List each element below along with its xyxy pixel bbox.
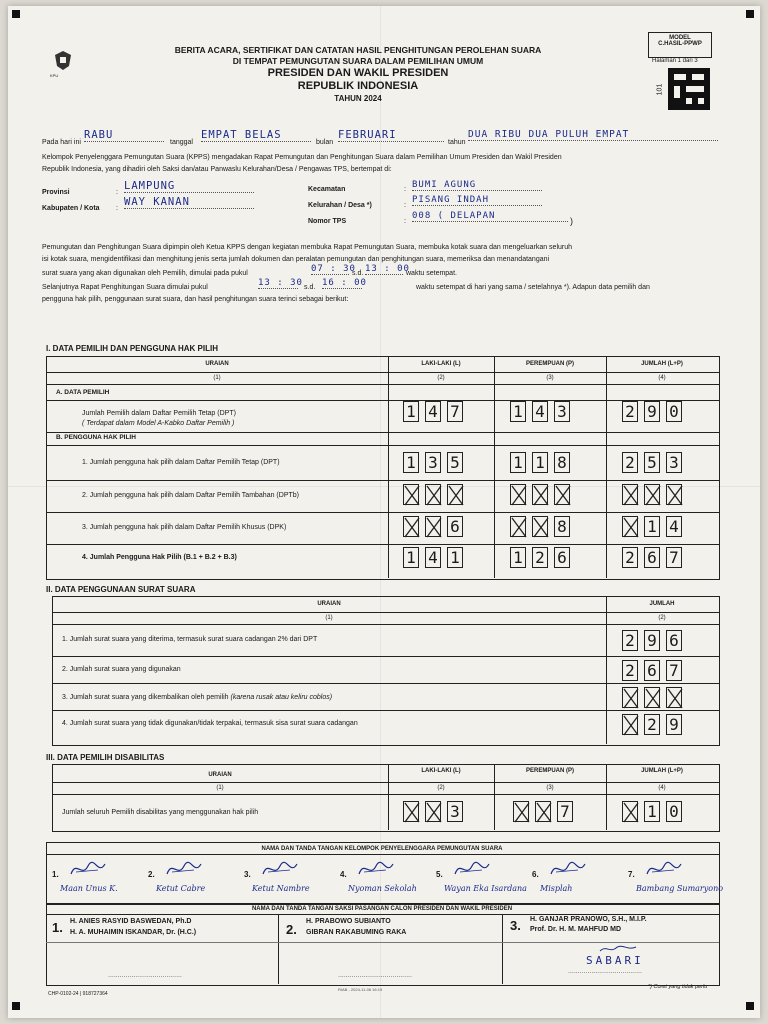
- candidate-2-president: H. PRABOWO SUBIANTO: [306, 918, 391, 925]
- kabupaten-label: Kabupaten / Kota: [42, 205, 100, 212]
- procedure-line-5: pengguna hak pilih, penggunaan surat suara, dan hasil penghitungan suara terinci sebagai berikut:: [42, 296, 349, 303]
- section-b-title: B. PENGGUNA HAK PILIH: [56, 434, 136, 441]
- kpps-member-number: 4.: [340, 870, 347, 879]
- count-start-field[interactable]: 13 : 30: [258, 278, 303, 288]
- crossed-digit-cell[interactable]: [532, 516, 548, 537]
- digit-cell[interactable]: 1: [532, 452, 548, 473]
- digit-cell[interactable]: 7: [666, 660, 682, 681]
- digit-cell[interactable]: 3: [554, 401, 570, 422]
- digit-cell[interactable]: 3: [425, 452, 441, 473]
- title-line-2: DI TEMPAT PEMUNGUTAN SUARA DALAM PEMILIHAN UMUM: [232, 56, 484, 66]
- registration-mark: [746, 1002, 754, 1010]
- candidate-1-vice: H. A. MUHAIMIN ISKANDAR, Dr. (H.C.): [70, 929, 197, 936]
- procedure-line-3-end: waktu setempat.: [406, 270, 457, 277]
- row-divider: [46, 372, 719, 373]
- title-line-5: TAHUN 2024: [334, 94, 382, 103]
- dpt-row-label: Jumlah Pemilih dalam Daftar Pemilih Tetap (DPT): [82, 410, 236, 417]
- tps-close: ): [570, 216, 573, 226]
- crossed-digit-cell[interactable]: [622, 516, 638, 537]
- crossed-digit-cell[interactable]: [403, 484, 419, 505]
- col-header-laki: LAKI-LAKI (L): [421, 768, 461, 774]
- crossed-digit-cell[interactable]: [510, 484, 526, 505]
- ballot-received-label: 1. Jumlah surat suara yang diterima, termasuk surat suara cadangan 2% dari DPT: [62, 636, 318, 643]
- signature-icon: [452, 858, 492, 880]
- col-header-uraian: URAIAN: [208, 772, 232, 778]
- crossed-digit-cell[interactable]: [622, 687, 638, 708]
- row-divider: [46, 854, 719, 855]
- candidate-1-president: H. ANIES RASYID BASWEDAN, Ph.D: [70, 918, 192, 925]
- footer-print: RIAB - 2024-11-06 16:19: [338, 987, 383, 992]
- candidate-1-number: 1.: [52, 920, 63, 935]
- row-divider: [46, 480, 719, 481]
- crossed-digit-cell[interactable]: [425, 516, 441, 537]
- crossed-digit-cell[interactable]: [666, 687, 682, 708]
- digit-cell[interactable]: 2: [622, 547, 638, 568]
- col-header-jumlah: JUMLAH (L+P): [641, 768, 683, 774]
- disability-row-label: Jumlah seluruh Pemilih disabilitas yang menggunakan hak pilih: [62, 809, 259, 816]
- digit-cell[interactable]: 9: [666, 714, 682, 735]
- digit-cell[interactable]: 7: [666, 547, 682, 568]
- b3-row-label: 3. Jumlah pengguna hak pilih dalam Daftar Pemilih Khusus (DPK): [82, 524, 287, 531]
- row-divider: [52, 624, 719, 625]
- digit-cell[interactable]: 8: [554, 452, 570, 473]
- digit-cell[interactable]: 2: [622, 660, 638, 681]
- row-divider: [46, 445, 719, 446]
- crossed-digit-cell[interactable]: [510, 516, 526, 537]
- emblem-caption: KPU: [50, 73, 59, 78]
- date-field[interactable]: EMPAT BELAS: [201, 129, 311, 142]
- digit-cell[interactable]: 6: [554, 547, 570, 568]
- year-field[interactable]: DUA RIBU DUA PULUH EMPAT: [468, 129, 718, 141]
- registration-mark: [12, 10, 20, 18]
- dpt-row-sublabel: ( Terdapat dalam Model A-Kabko Daftar Pemilih ): [82, 420, 235, 427]
- digit-cell[interactable]: 2: [622, 452, 638, 473]
- digit-cell[interactable]: 1: [510, 401, 526, 422]
- colon: :: [116, 189, 118, 196]
- footer-code: CHP-0102-24 | 918727364: [48, 991, 108, 997]
- model-code: C.HASIL-PPWP: [658, 41, 702, 47]
- digit-cell[interactable]: 1: [510, 452, 526, 473]
- digit-cell[interactable]: 4: [425, 547, 441, 568]
- kecamatan-field[interactable]: BUMI AGUNG: [412, 180, 542, 191]
- digit-cell[interactable]: 4: [425, 401, 441, 422]
- kpps-member-name: Bambang Sumaryono: [636, 884, 724, 893]
- start-time-field[interactable]: 07 : 30: [311, 264, 356, 274]
- digit-cell[interactable]: 9: [644, 630, 660, 651]
- b1-row-label: 1. Jumlah pengguna hak pilih dalam Daftar Pemilih Tetap (DPT): [82, 459, 280, 466]
- ballot-used-label: 2. Jumlah surat suara yang digunakan: [62, 666, 181, 673]
- crossed-digit-cell[interactable]: [644, 484, 660, 505]
- ballot-returned-text: 3. Jumlah surat suara yang dikembalikan oleh pemilih: [62, 694, 229, 701]
- digit-cell[interactable]: 0: [666, 801, 682, 822]
- saksi-1-dots: ......................................: [108, 972, 182, 979]
- digit-cell[interactable]: 1: [644, 801, 660, 822]
- tps-field[interactable]: 008 ( DELAPAN: [412, 211, 568, 222]
- signature-icon: [644, 858, 684, 880]
- col-header-uraian: URAIAN: [205, 361, 229, 367]
- kecamatan-label: Kecamatan: [308, 186, 346, 193]
- crossed-digit-cell[interactable]: [622, 714, 638, 735]
- saksi-3-name: SABARI: [586, 954, 644, 967]
- crossed-digit-cell[interactable]: [535, 801, 551, 822]
- col-number: (2): [437, 785, 445, 791]
- kpps-member-number: 6.: [532, 870, 539, 879]
- section-2-title: II. DATA PENGGUNAAN SURAT SUARA: [46, 585, 196, 594]
- col-number: (1): [213, 375, 221, 381]
- candidate-3-vice: Prof. Dr. H. M. MAHFUD MD: [530, 926, 621, 933]
- digit-cell[interactable]: 5: [644, 452, 660, 473]
- row-divider: [52, 782, 719, 783]
- digit-cell[interactable]: 1: [644, 516, 660, 537]
- section-1-title: I. DATA PEMILIH DAN PENGGUNA HAK PILIH: [46, 344, 218, 353]
- crossed-digit-cell[interactable]: [425, 484, 441, 505]
- kpps-title: NAMA DAN TANDA TANGAN KELOMPOK PENYELENGGARA PEMUNGUTAN SUARA: [261, 846, 503, 852]
- col-number: (4): [658, 375, 666, 381]
- intro-line-1: Kelompok Penyelenggara Pemungutan Suara (KPPS) mengadakan Rapat Pemungutan dan Penghitungan Suara dalam Pemilihan Umum Presiden dan Wakil Presiden: [42, 154, 562, 161]
- section-3-title: III. DATA PEMILIH DISABILITAS: [46, 753, 165, 762]
- procedure-line-1: Pemungutan dan Penghitungan Suara dipimpin oleh Ketua KPPS dengan kegiatan membuka Rapat Pemungutan Suara, membuka kotak suara dan mengeluarkan seluruh: [42, 244, 573, 251]
- row-divider: [52, 656, 719, 657]
- digit-cell[interactable]: 1: [510, 547, 526, 568]
- row-divider: [52, 612, 719, 613]
- digit-cell[interactable]: 5: [447, 452, 463, 473]
- row-divider: [46, 544, 719, 545]
- kpps-member-name: Wayan Eka Isardana: [444, 884, 527, 893]
- digit-cell[interactable]: 3: [666, 452, 682, 473]
- ballot-returned-note: (karena rusak atau keliru coblos): [230, 694, 333, 701]
- date-label: tanggal: [170, 139, 193, 146]
- col-number: (4): [658, 785, 666, 791]
- crossed-digit-cell[interactable]: [622, 484, 638, 505]
- procedure-line-4-end: waktu setempat di hari yang sama / setelahnya *). Adapun data pemilih dan: [416, 284, 650, 291]
- signature-icon: [356, 858, 396, 880]
- sd-label: s.d.: [352, 270, 364, 277]
- digit-cell[interactable]: 4: [666, 516, 682, 537]
- section-1-table: [46, 356, 720, 580]
- tps-label: Nomor TPS: [308, 218, 347, 225]
- digit-cell[interactable]: 1: [403, 452, 419, 473]
- saksi-2-dots: ......................................: [338, 972, 412, 979]
- col-divider: [278, 914, 279, 984]
- row-divider: [52, 683, 719, 684]
- day-field[interactable]: RABU: [84, 129, 164, 142]
- col-number: (1): [216, 785, 224, 791]
- row-divider: [46, 400, 719, 401]
- digit-cell[interactable]: 1: [403, 401, 419, 422]
- b4-row-label: 4. Jumlah Pengguna Hak Pilih (B.1 + B.2 + B.3): [82, 554, 237, 561]
- ballot-returned-label: [62, 694, 332, 701]
- procedure-line-2: isi kotak suara, mengidentifikasi dan menghitung jenis serta jumlah dokumen dan peralatan pemungutan dan penghitungan suara, memeriksa dan menandatangani: [42, 256, 550, 263]
- section-a-title: A. DATA PEMILIH: [56, 389, 110, 396]
- crossed-digit-cell[interactable]: [622, 801, 638, 822]
- day-label: Pada hari ini: [42, 139, 81, 146]
- kpps-member-number: 1.: [52, 870, 59, 879]
- digit-cell[interactable]: 6: [644, 660, 660, 681]
- candidate-2-vice: GIBRAN RAKABUMING RAKA: [306, 929, 407, 936]
- kpps-member-number: 2.: [148, 870, 155, 879]
- digit-cell[interactable]: 2: [644, 714, 660, 735]
- digit-cell[interactable]: 2: [622, 401, 638, 422]
- b2-row-label: 2. Jumlah pengguna hak pilih dalam Daftar Pemilih Tambahan (DPTb): [82, 492, 299, 499]
- saksi-3-signature-icon: [598, 942, 638, 954]
- year-label: tahun: [448, 139, 466, 146]
- col-number: (3): [546, 785, 554, 791]
- digit-cell[interactable]: 6: [666, 630, 682, 651]
- kpps-member-name: Misplah: [540, 884, 573, 893]
- model-label: MODEL: [669, 35, 691, 41]
- col-header-jumlah: JUMLAH (L+P): [641, 361, 683, 367]
- row-divider: [52, 710, 719, 711]
- colon: :: [404, 218, 406, 225]
- saksi-title: NAMA DAN TANDA TANGAN SAKSI PASANGAN CALON PRESIDEN DAN WAKIL PRESIDEN: [251, 906, 513, 912]
- digit-cell[interactable]: 7: [557, 801, 573, 822]
- digit-cell[interactable]: 2: [532, 547, 548, 568]
- kpu-emblem-icon: [54, 50, 72, 72]
- row-divider: [52, 794, 719, 795]
- count-end-field[interactable]: 16 : 00: [322, 278, 367, 288]
- kpps-member-name: Nyoman Sekolah: [348, 884, 417, 893]
- kpps-member-name: Ketut Nambre: [252, 884, 310, 893]
- crossed-digit-cell[interactable]: [513, 801, 529, 822]
- col-number: (3): [546, 375, 554, 381]
- kpps-member-number: 3.: [244, 870, 251, 879]
- month-field[interactable]: FEBRUARI: [338, 129, 444, 142]
- digit-cell[interactable]: 3: [447, 801, 463, 822]
- crossed-digit-cell[interactable]: [644, 687, 660, 708]
- signature-icon: [260, 858, 300, 880]
- col-number: (2): [658, 615, 666, 621]
- col-divider: [502, 914, 503, 984]
- colon: :: [116, 205, 118, 212]
- row-divider: [46, 384, 719, 385]
- saksi-3-dots: ......................................: [568, 968, 642, 975]
- qr-code-icon: [668, 68, 710, 110]
- crossed-digit-cell[interactable]: [403, 801, 419, 822]
- kpps-member-number: 7.: [628, 870, 635, 879]
- kpps-member-number: 5.: [436, 870, 443, 879]
- crossed-digit-cell[interactable]: [403, 516, 419, 537]
- digit-cell[interactable]: 1: [447, 547, 463, 568]
- sd-label-2: s.d.: [304, 284, 316, 291]
- intro-line-2: Republik Indonesia, yang dihadiri oleh Saksi dan/atau Panwaslu Kelurahan/Desa / Pengawas TPS, bertempat di:: [42, 166, 392, 173]
- digit-cell[interactable]: 2: [622, 630, 638, 651]
- digit-cell[interactable]: 9: [644, 401, 660, 422]
- kpps-member-name: Maan Unus K.: [60, 884, 118, 893]
- registration-mark: [746, 10, 754, 18]
- col-header-laki: LAKI-LAKI (L): [421, 361, 461, 367]
- signature-icon: [548, 858, 588, 880]
- digit-cell[interactable]: 4: [532, 401, 548, 422]
- kpps-member-name: Ketut Cabre: [156, 884, 206, 893]
- provinsi-label: Provinsi: [42, 189, 70, 196]
- digit-cell[interactable]: 1: [403, 547, 419, 568]
- digit-cell[interactable]: 6: [644, 547, 660, 568]
- page-info: Halaman 1 dari 3: [652, 58, 698, 64]
- col-header-jumlah: JUMLAH: [649, 601, 675, 607]
- digit-cell[interactable]: 0: [666, 401, 682, 422]
- col-header-perempuan: PEREMPUAN (P): [525, 361, 574, 367]
- row-divider: [46, 432, 719, 433]
- title-line-4: REPUBLIK INDONESIA: [297, 80, 419, 92]
- signature-icon: [68, 858, 108, 880]
- page-number: 101: [656, 83, 664, 96]
- col-number: (1): [325, 615, 333, 621]
- colon: :: [404, 186, 406, 193]
- kabupaten-field[interactable]: WAY KANAN: [124, 196, 254, 209]
- kelurahan-label: Kelurahan / Desa *): [308, 202, 372, 209]
- ballot-unused-label: 4. Jumlah surat suara yang tidak digunakan/tidak terpakai, termasuk sisa surat suara cadangan: [62, 720, 358, 727]
- procedure-line-3: surat suara yang akan digunakan oleh Pemilih, dimulai pada pukul: [42, 270, 248, 277]
- crossed-digit-cell[interactable]: [666, 484, 682, 505]
- kelurahan-field[interactable]: PISANG INDAH: [412, 195, 542, 206]
- digit-cell[interactable]: 8: [554, 516, 570, 537]
- candidate-2-number: 2.: [286, 922, 297, 937]
- title-line-3: PRESIDEN DAN WAKIL PRESIDEN: [267, 67, 449, 79]
- candidate-3-president: H. GANJAR PRANOWO, S.H., M.I.P.: [530, 916, 647, 923]
- crossed-digit-cell[interactable]: [425, 801, 441, 822]
- procedure-line-4: Selanjutnya Rapat Penghitungan Suara dimulai pukul: [42, 284, 208, 291]
- start-end-field[interactable]: 13 : 00: [365, 264, 410, 274]
- col-header-uraian: URAIAN: [317, 601, 341, 607]
- title-line-1: BERITA ACARA, SERTIFIKAT DAN CATATAN HASIL PENGHITUNGAN PEROLEHAN SUARA: [174, 45, 542, 55]
- provinsi-field[interactable]: LAMPUNG: [124, 180, 254, 193]
- footer-note: *) Coret yang tidak perlu: [648, 984, 708, 990]
- month-label: bulan: [316, 139, 334, 146]
- col-number: (2): [437, 375, 445, 381]
- candidate-3-number: 3.: [510, 918, 521, 933]
- digit-cell[interactable]: 6: [447, 516, 463, 537]
- crossed-digit-cell[interactable]: [447, 484, 463, 505]
- form-sheet: [8, 6, 760, 1018]
- signature-icon: [164, 858, 204, 880]
- digit-cell[interactable]: 7: [447, 401, 463, 422]
- colon: :: [404, 202, 406, 209]
- row-divider: [46, 914, 719, 915]
- crossed-digit-cell[interactable]: [554, 484, 570, 505]
- model-box: [648, 32, 712, 58]
- registration-mark: [12, 1002, 20, 1010]
- crossed-digit-cell[interactable]: [532, 484, 548, 505]
- col-header-perempuan: PEREMPUAN (P): [525, 768, 574, 774]
- row-divider: [46, 512, 719, 513]
